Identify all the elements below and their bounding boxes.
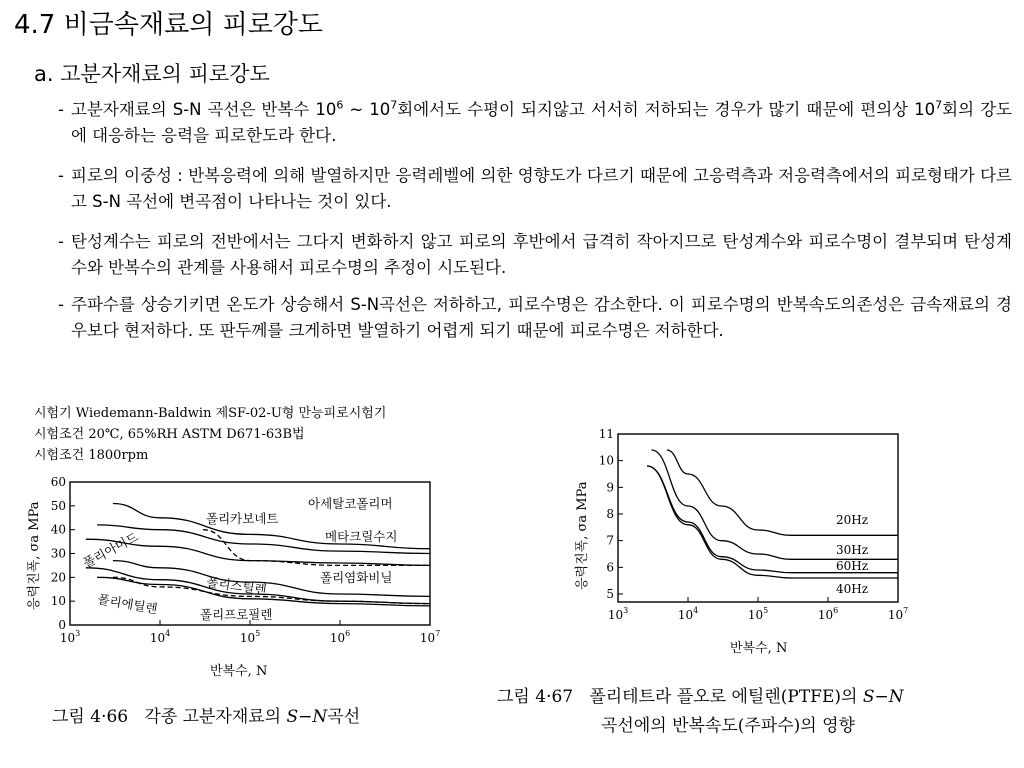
y-tick-label: 10 bbox=[598, 453, 614, 468]
y-tick-label: 5 bbox=[606, 587, 614, 601]
y-tick-label: 7 bbox=[606, 533, 614, 548]
chart-fig-4-67 bbox=[560, 420, 920, 670]
y-tick-label: 20 bbox=[50, 570, 66, 585]
series-label: 아세탈코폴리머 bbox=[308, 496, 393, 511]
x-tick-label: $10^7$ bbox=[419, 629, 441, 645]
chart-fig-4-66 bbox=[0, 395, 470, 735]
series-label: 폴리아미드 bbox=[80, 529, 141, 571]
bullet-dash: - bbox=[58, 166, 64, 185]
bullet-text: 고분자재료의 S-N 곡선은 반복수 $10^6$ ~ $10^7$회에서도 수평이 되지않고 서서히 저하되는 경우가 많기 때문에 편의상 $10^7$회의 강도에 대응하는 응력을 피로한도라 한다. bbox=[71, 98, 1012, 145]
y-tick-label: 11 bbox=[598, 427, 614, 441]
y-tick-label: 10 bbox=[50, 594, 66, 609]
y-tick-label: 0 bbox=[58, 618, 66, 632]
series-label: 20Hz bbox=[836, 513, 869, 527]
y-tick-label: 60 bbox=[50, 475, 66, 489]
bullet-dash: - bbox=[58, 232, 64, 251]
y-axis-label: 응력진폭, σa MPa bbox=[27, 501, 42, 610]
series-label: 폴리에틸렌 bbox=[96, 591, 159, 617]
x-tick-label: $10^3$ bbox=[607, 606, 629, 622]
caption-fig-4-66: 그림 4·66 각종 고분자재료의 S−N곡선 bbox=[52, 707, 361, 727]
y-tick-label: 8 bbox=[606, 507, 614, 521]
y-axis-label: 응력진폭, σa MPa bbox=[575, 481, 590, 590]
chart-note: 시험기 Wiedemann-Baldwin 제SF-02-U형 만능피로시험기 bbox=[34, 406, 387, 421]
series-label: 폴리프로필렌 bbox=[200, 607, 273, 622]
bullet-dash: - bbox=[58, 295, 64, 314]
y-tick-label: 30 bbox=[50, 546, 66, 561]
series-label: 30Hz bbox=[836, 543, 869, 557]
y-tick-label: 6 bbox=[606, 560, 614, 575]
chart-note: 시험조건 1800rpm bbox=[34, 448, 149, 463]
x-tick-label: $10^5$ bbox=[747, 606, 769, 622]
y-tick-label: 9 bbox=[606, 480, 614, 495]
x-axis-label: 반복수, N bbox=[730, 641, 788, 656]
bullet-text: 탄성계수는 피로의 전반에서는 그다지 변화하지 않고 피로의 후반에서 급격히 작아지므로 탄성계수와 피로수명이 결부되며 탄성계수와 반복수의 관계를 사용해서 피로수명의 추정이 시도된다. bbox=[71, 232, 1012, 277]
bullet-text: 피로의 이중성 : 반복응력에 의해 발열하지만 응력레벨에 의한 영향도가 다르기 때문에 고응력측과 저응력측에서의 피로형태가 다르고 S-N 곡선에 변곡점이 나타나는 것이 있다. bbox=[71, 166, 1012, 211]
slide-subtitle: a. 고분자재료의 피로강도 bbox=[34, 62, 270, 86]
y-tick-label: 50 bbox=[50, 498, 66, 513]
x-tick-label: $10^3$ bbox=[59, 629, 81, 645]
series-label: 60Hz bbox=[836, 559, 869, 573]
bullet-3 bbox=[58, 229, 1012, 281]
x-tick-label: $10^4$ bbox=[677, 606, 699, 622]
x-axis-label: 반복수, N bbox=[210, 664, 268, 679]
caption-label: 그림 4·67 bbox=[497, 687, 574, 707]
series-label: 폴리카보네트 bbox=[206, 511, 279, 526]
caption-label: 그림 4·66 bbox=[52, 707, 129, 727]
x-tick-label: $10^7$ bbox=[887, 606, 909, 622]
series-label: 메타크릴수지 bbox=[325, 529, 398, 544]
bullet-1 bbox=[58, 97, 1012, 149]
series-label: 40Hz bbox=[836, 582, 869, 596]
bullet-dash: - bbox=[58, 100, 64, 119]
caption-fig-4-67: 그림 4·67 폴리테트라 플오로 에틸렌(PTFE)의 S−N 곡선에의 반복속도(주파수)의 영향 bbox=[497, 687, 904, 736]
y-tick-label: 40 bbox=[50, 522, 66, 537]
bullet-2 bbox=[58, 163, 1012, 215]
x-tick-label: $10^6$ bbox=[329, 629, 351, 645]
series-label: 폴리염화비닐 bbox=[320, 570, 393, 585]
bullet-4 bbox=[58, 292, 1012, 344]
x-tick-label: $10^6$ bbox=[817, 606, 839, 622]
bullet-text: 주파수를 상승기키면 온도가 상승해서 S-N곡선은 저하하고, 피로수명은 감소한다. 이 피로수명의 반복속도의존성은 금속재료의 경우보다 현저하다. 또 판두께를 크게하면 발열하기 어렵게 되기 때문에 피로수명은 저하한다. bbox=[71, 295, 1012, 340]
x-tick-label: $10^4$ bbox=[149, 629, 171, 645]
series-label: 폴리스틸렌 bbox=[205, 574, 268, 598]
slide-title: 4.7 비금속재료의 피로강도 bbox=[14, 10, 324, 40]
chart-note: 시험조건 20℃, 65%RH ASTM D671-63B법 bbox=[34, 427, 305, 442]
x-tick-label: $10^5$ bbox=[239, 629, 261, 645]
